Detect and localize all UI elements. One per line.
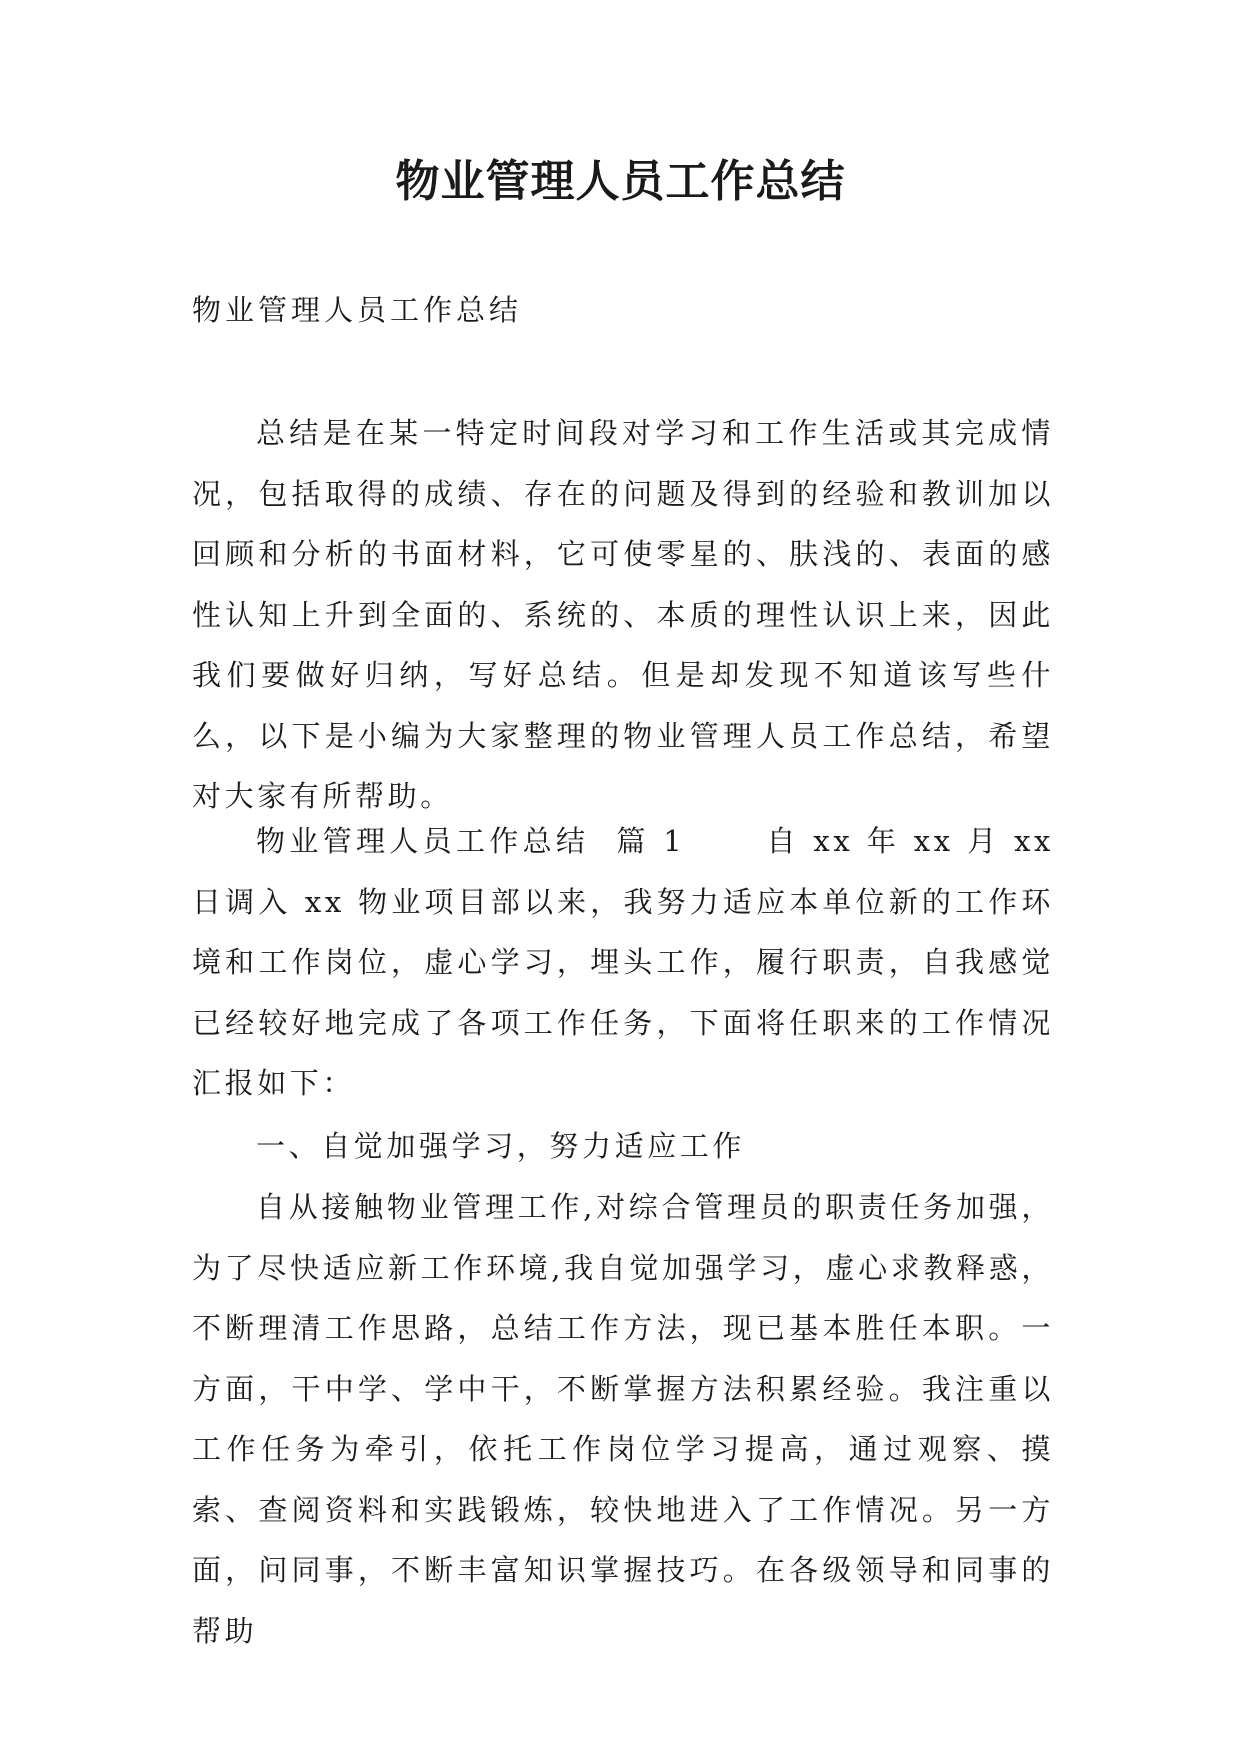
section-heading: 一、自觉加强学习，努力适应工作	[256, 1129, 746, 1163]
document-title: 物业管理人员工作总结	[395, 156, 846, 207]
section-1-paragraph: 物业管理人员工作总结 篇 1 自 xx 年 xx 月 xx 日调入 xx 物业项目部以来，我努力适应本单位新的工作环境和工作岗位，虚心学习，埋头工作，履行职责，自我感觉已经较好地完成了各项工作任务，下面将任职来的工作情况汇报如下：	[192, 824, 1067, 1100]
intro-paragraph: 总结是在某一特定时间段对学习和工作生活或其完成情况，包括取得的成绩、存在的问题及得到的经验和教训加以回顾和分析的书面材料，它可使零星的、肤浅的、表面的感性认知上升到全面的、系统的、本质的理性认识上来，因此我们要做好归纳，写好总结。但是却发现不知道该写些什么，以下是小编为大家整理的物业管理人员工作总结，希望对大家有所帮助。	[192, 416, 1054, 813]
body-paragraph: 自从接触物业管理工作,对综合管理员的职责任务加强，为了尽快适应新工作环境,我自觉加强学习，虚心求教释惑，不断理清工作思路，总结工作方法，现已基本胜任本职。一方面，干中学、学中干，不断掌握方法积累经验。我注重以工作任务为牵引，依托工作岗位学习提高，通过观察、摸索、查阅资料和实践锻炼，较快地进入了工作情况。另一方面，问同事，不断丰富知识掌握技巧。在各级领导和同事的帮助	[192, 1190, 1054, 1648]
document-subtitle: 物业管理人员工作总结	[192, 293, 523, 327]
